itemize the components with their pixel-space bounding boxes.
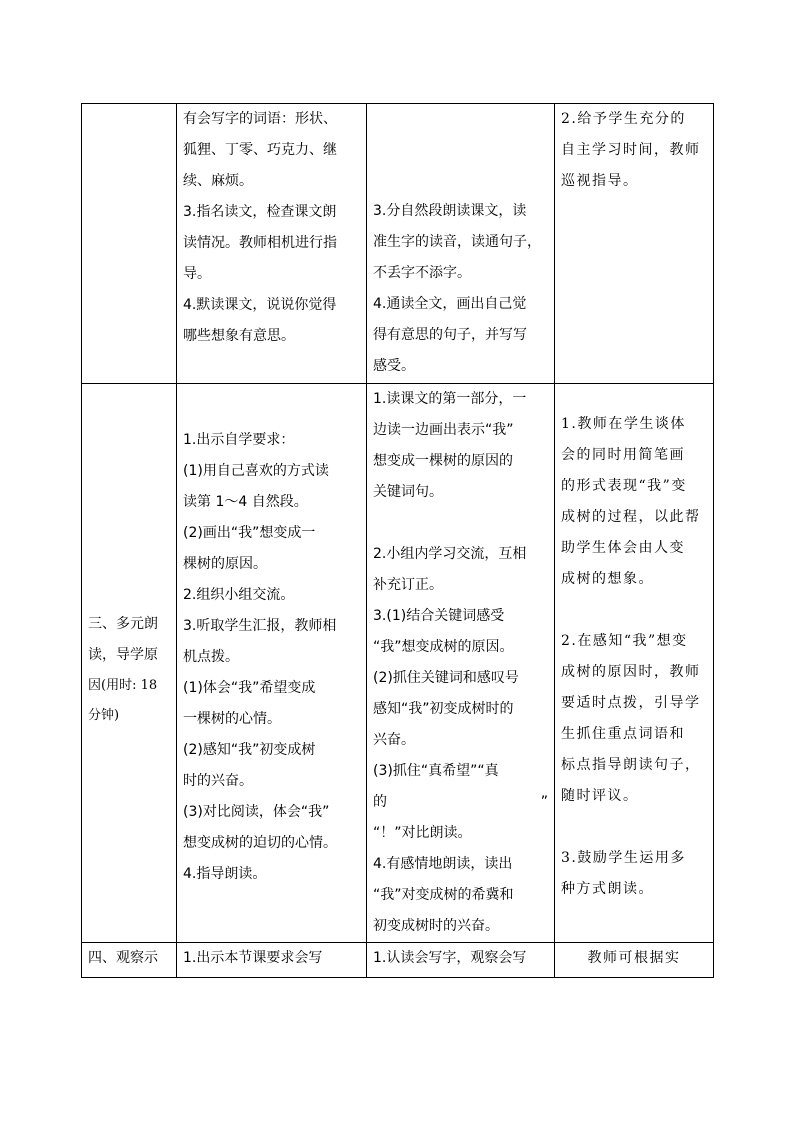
text-line: 补充订正。 [373, 577, 443, 593]
text-line: 读情况。教师相机进行指 [183, 235, 337, 251]
text-line: 4.默读课文，说说你觉得 [183, 297, 337, 313]
text-line: 1.出示本节课要求会写 [183, 950, 323, 966]
text-line: 时的兴奋。 [183, 773, 253, 789]
text-line: (3)对比阅读，体会“我” [183, 804, 330, 820]
text-line: 想变成树的迫切的心情。 [183, 835, 337, 851]
text-line [373, 787, 548, 818]
text-line: 有会写字的词语：形状、 [183, 111, 337, 127]
stage-cell [82, 384, 177, 943]
text-line: 四、观察示 [88, 950, 158, 966]
text-line: 想变成一棵树的原因的 [373, 453, 513, 469]
student-activity-cell [367, 384, 555, 943]
text-line: “我”对变成树的希冀和 [373, 887, 514, 903]
text-line: 成树的过程，以此帮 [561, 509, 701, 525]
text-line: 读，导学原 [88, 646, 158, 663]
text-line: 的形式表现“我”变 [561, 478, 687, 494]
text-line: 狐狸、丁零、巧克力、继 [183, 142, 337, 158]
text-line: 要适时点拨，引导学 [561, 695, 701, 711]
table-row [82, 943, 714, 978]
student-activity-cell [367, 943, 555, 978]
text-line: 得有意思的句子，并写写 [373, 327, 527, 343]
teacher-activity-cell [177, 384, 367, 943]
text-line: (1)用自己喜欢的方式读 [183, 463, 329, 479]
text-line: 3.(1)结合关键词感受 [373, 608, 505, 624]
text-line: (2)抓住关键词和感叹号 [373, 670, 519, 686]
text-line: 2.小组内学习交流，互相 [373, 546, 527, 562]
text-line: 兴奋。 [373, 732, 415, 748]
text-line: 会的同时用简笔画 [561, 447, 685, 463]
text-line: 机点拨。 [183, 649, 239, 665]
text-line: 成树的原因时，教师 [561, 664, 701, 680]
text-line: 3.鼓励学生运用多 [561, 850, 686, 866]
text-line: 种方式朗读。 [561, 881, 654, 897]
text-line: 因(用时: 18 [88, 677, 158, 693]
text-line: 2.给予学生充分的 [561, 111, 686, 127]
text-line: 关键词句。 [373, 484, 443, 500]
text-line: 感受。 [373, 358, 415, 374]
text-line: 续、麻烦。 [183, 173, 253, 189]
text-line: 一棵树的心情。 [183, 711, 281, 727]
table-row [82, 384, 714, 943]
text-line: 2.组织小组交流。 [183, 587, 295, 603]
text-line: (3)抓住“真希望”“真 [373, 763, 499, 779]
text-line: 1.教师在学生谈体 [561, 416, 686, 432]
design-intent-cell [555, 104, 714, 384]
text-line: 生抓住重点词语和 [561, 726, 685, 742]
text-line: 分钟) [88, 708, 120, 723]
text-line: 感知“我”初变成树时的 [373, 701, 514, 717]
table-row [82, 104, 714, 384]
text-line: 1.出示自学要求： [183, 432, 295, 448]
text-line: 4.通读全文，画出自己觉 [373, 296, 527, 312]
text-line: 2.在感知“我”想变 [561, 633, 688, 649]
text-line: 导。 [183, 266, 211, 282]
text-line: 标点指导朗读句子， [561, 757, 701, 773]
text-fragment: 的 [373, 794, 387, 810]
text-line: 初变成树时的兴奋。 [373, 918, 499, 934]
design-intent-cell [555, 384, 714, 943]
text-line: 哪些想象有意思。 [183, 328, 295, 344]
student-activity-cell [367, 104, 555, 384]
text-line: 自主学习时间，教师 [561, 142, 701, 158]
text-line: “我”想变成树的原因。 [373, 639, 514, 655]
text-line: 4.指导朗读。 [183, 866, 267, 882]
text-line: 1.读课文的第一部分，一 [373, 391, 527, 407]
text-line: 不丢字不添字。 [373, 265, 471, 281]
text-line: 读第 1～4 自然段。 [183, 494, 308, 510]
text-line: (2)感知“我”初变成树 [183, 742, 316, 758]
text-line: 三、多元朗 [88, 615, 158, 632]
text-line: 成树的想象。 [561, 571, 654, 587]
stage-cell [82, 943, 177, 978]
text-line: (1)体会“我”希望变成 [183, 680, 316, 696]
text-fragment: ” [540, 794, 548, 810]
text-line: 3.听取学生汇报，教师相 [183, 618, 337, 634]
text-line: 助学生体会由人变 [561, 540, 685, 556]
lesson-plan-table [81, 103, 714, 978]
teacher-activity-cell [177, 943, 367, 978]
stage-cell [82, 104, 177, 384]
text-line: 3.指名读文，检查课文朗 [183, 204, 337, 220]
text-line: “！”对比朗读。 [373, 825, 472, 841]
text-line: 随时评议。 [561, 788, 639, 804]
text-line: 1.认读会写字，观察会写 [373, 950, 527, 966]
text-line: 棵树的原因。 [183, 556, 267, 572]
teacher-activity-cell [177, 104, 367, 384]
text-line: 4.有感情地朗读，读出 [373, 856, 513, 872]
text-line: 边读一边画出表示“我” [373, 422, 514, 438]
text-line: 巡视指导。 [561, 173, 639, 189]
text-line: 准生字的读音，读通句子， [373, 234, 541, 250]
design-intent-cell [555, 943, 714, 978]
text-line: 教师可根据实 [587, 950, 681, 966]
text-line: 3.分自然段朗读课文，读 [373, 203, 527, 219]
text-line: (2)画出“我”想变成一 [183, 525, 316, 541]
